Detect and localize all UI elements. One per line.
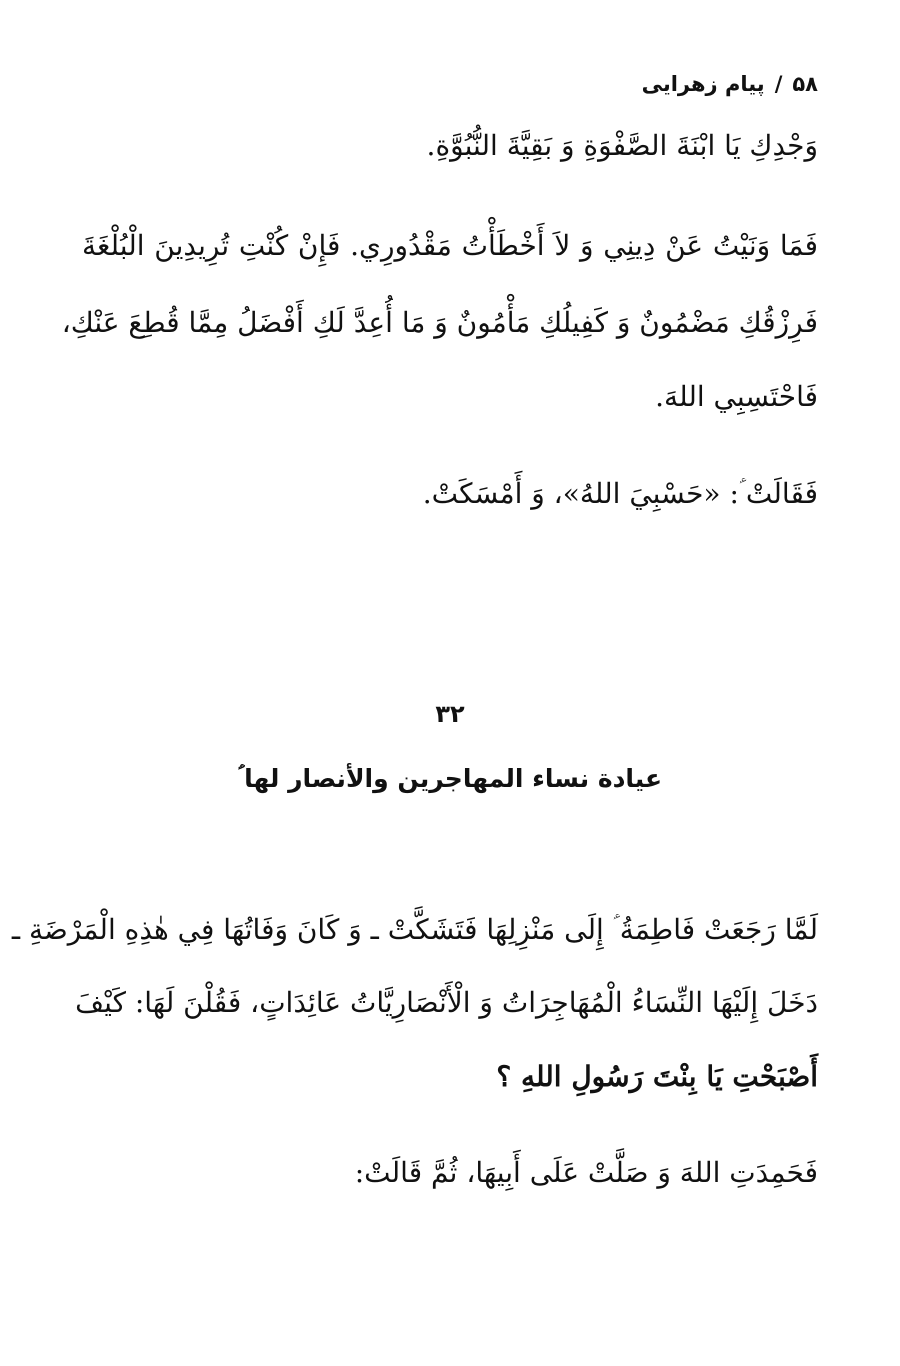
paragraph-line: فَرِزْقُكِ مَضْمُونٌ وَ كَفِيلُكِ مَأْمُونٌ وَ مَا أُعِدَّ لَكِ أَفْضَلُ مِمَّا قُطِعَ عَنْكِ، xyxy=(61,306,818,339)
paragraph-line: فَاحْتَسِبِي اللهَ. xyxy=(655,380,818,413)
chapter-title: عیادة نساء المهاجرین والأنصار لها ؑ xyxy=(237,764,663,793)
running-header xyxy=(642,72,818,96)
header-separator: / xyxy=(774,72,783,96)
paragraph-line: فَحَمِدَتِ اللهَ وَ صَلَّتْ عَلَى أَبِيهَا، ثُمَّ قَالَتْ: xyxy=(354,1156,818,1189)
paragraph-line: لَمَّا رَجَعَتْ فَاطِمَةُ ؑ إِلَى مَنْزِلِهَا فَتَشَكَّتْ ـ وَ كَانَ وَفَاتُهَا فِي هٰذِهِ الْمَرْضَةِ ـ xyxy=(11,913,818,946)
paragraph-line: فَقَالَتْ ؑ: «حَسْبِيَ اللهُ»، وَ أَمْسَكَتْ. xyxy=(422,477,818,510)
book-title: پیام زهرایی xyxy=(641,72,765,96)
paragraph-line: أَصْبَحْتِ يَا بِنْتَ رَسُولِ اللهِ ؟ xyxy=(496,1060,818,1093)
page-number: ۵۸ xyxy=(792,72,818,96)
chapter-number: ۳۲ xyxy=(435,700,465,728)
paragraph-line: وَجْدِكِ يَا ابْنَةَ الصَّفْوَةِ وَ بَقِيَّةَ النُّبُوَّةِ. xyxy=(426,129,818,162)
paragraph-line: فَمَا وَنَيْتُ عَنْ دِينِي وَ لاَ أَخْطَأْتُ مَقْدُورِي. فَإِنْ كُنْتِ تُرِيدِينَ الْبُلْغَةَ xyxy=(82,229,818,262)
paragraph-line: دَخَلَ إِلَيْهَا النِّسَاءُ الْمُهَاجِرَاتُ وَ الْأَنْصَارِيَّاتُ عَائِدَاتٍ، فَقُلْنَ لَهَا: كَيْفَ xyxy=(75,986,818,1019)
